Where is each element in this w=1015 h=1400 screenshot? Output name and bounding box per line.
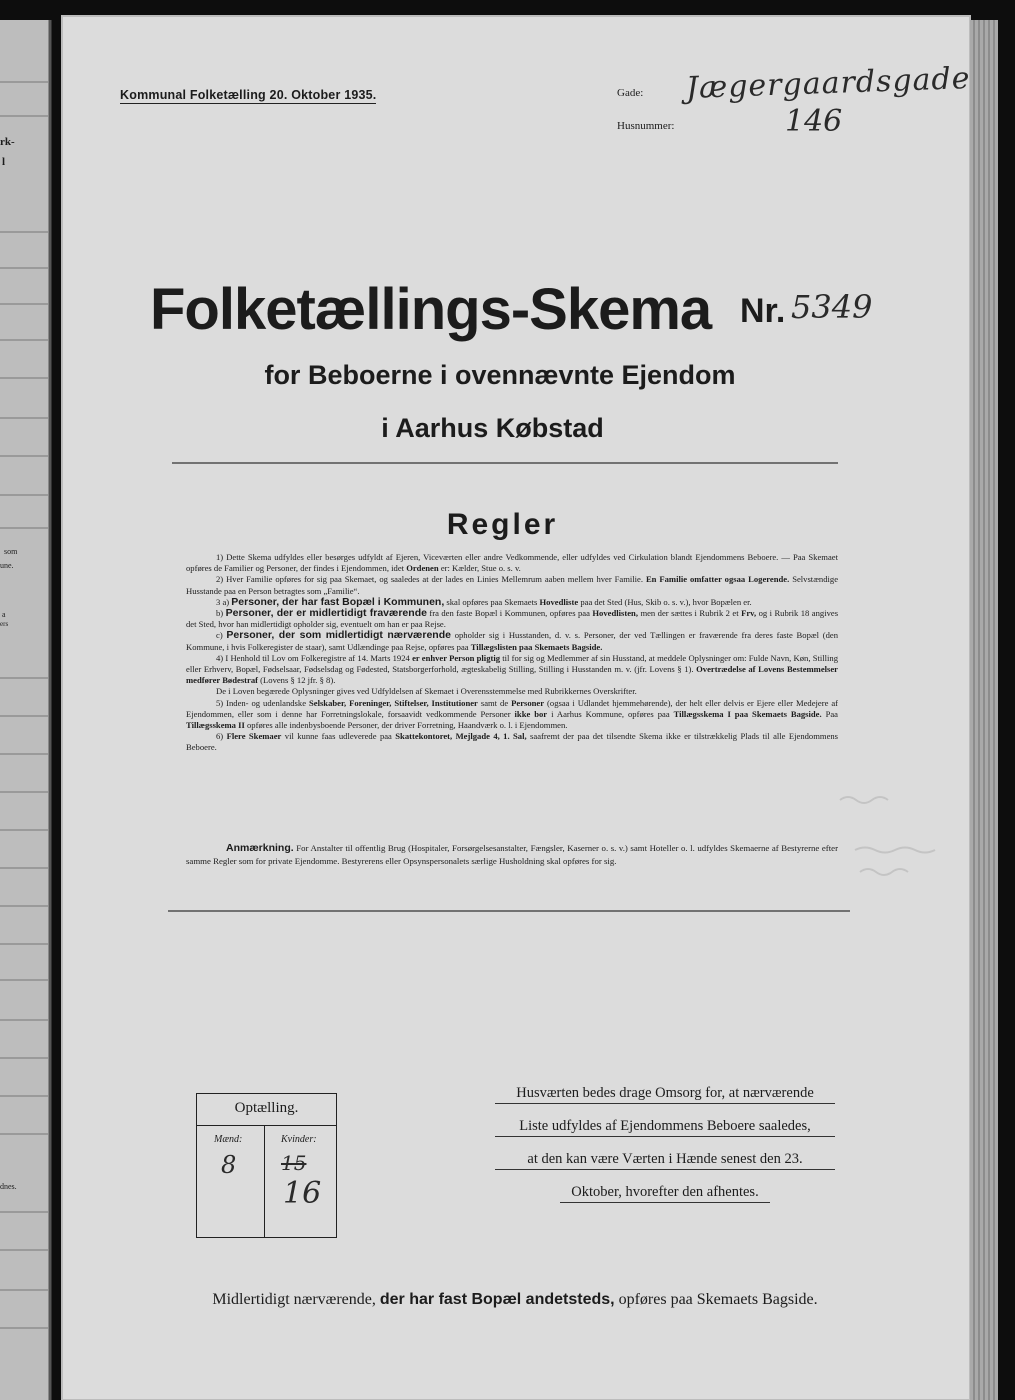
rule-3a: 3 a) Personer, der har fast Bopæl i Kommunen, skal opføres paa Skemaets Hovedliste paa det Sted (Hus, Skib o. s. v.), hvor Bopælen er.	[216, 595, 752, 608]
census-header-title: Kommunal Folketælling 20. Oktober 1935.	[120, 88, 377, 102]
husnummer-label: Husnummer:	[617, 120, 675, 132]
rule-2: 2) Hver Familie opføres for sig paa Skemaet, og saaledes at der lades en Linies Mellemrum aaben mellem hver Familie. En Familie omfatter ogsaa Logerende. Selvstændige Husstande paa en Person betragtes som „Familie“.	[186, 574, 839, 596]
form-subtitle-location: i Aarhus Købstad	[381, 413, 604, 443]
count-box	[196, 1093, 337, 1238]
rule-4: 4) I Henhold til Lov om Folkeregistre af 14. Marts 1924 er enhver Person pligtig til for sig og Medlemmer af sin Husstand, at meddele Oplysninger om: Fulde Navn, Køn, Stilling eller Erhverv, Bopæl, Fødselsaar, Fødselsdag og Fødested, Statsborgerforhold, ægteskabelig Stilling, Stilling i Husstanden m. v. (jfr. Lovens § 1). Overtrædelse af Lovens Bestemmelser medfører Bødestraf (Lovens § 12 jfr. § 8).	[186, 652, 839, 686]
rule-4-continued: De i Loven begærede Oplysninger gives ved Udfyldelsen af Skemaet i Overensstemmelse med Rubrikkernes Overskrifter.	[216, 686, 637, 697]
footer-note: Midlertidigt nærværende, der har fast Bopæl andetsteds, opføres paa Skemaets Bagside.	[212, 1291, 818, 1308]
remark-label: Anmærkning.	[226, 842, 294, 854]
rules-heading: Regler	[446, 508, 559, 541]
left-page-strip	[0, 20, 50, 1400]
instruction-line: Liste udfyldes af Ejendommens Beboere saaledes,	[495, 1118, 835, 1137]
left-fragment: rk-	[0, 136, 15, 148]
left-fragment: a	[2, 610, 6, 619]
remark-text: For Anstalter til offentlig Brug (Hospitaler, Forsørgelsesanstalter, Fængsler, Kaserner o. s. v.) samt Hoteller o. l. udfyldes Skemaerne af Bestyrerne efter samme Regler som for private Ejendomme. Bestyrerens eller Opsynspersonalets særlige Husholdning skal opføres for sig.	[186, 843, 838, 866]
rule-1: 1) Dette Skema udfyldes eller besørges udfyldt af Ejeren, Viceværten eller andre Vedkommende, eller udfyldes ved Cirkulation blandt Ejendommens Beboere. — Paa Skemaet opføres de Familier og Personer, der findes i Ejendommen, idet Ordenen er: Kælder, Stue o. s. v.	[186, 552, 838, 574]
form-subtitle: for Beboerne i ovennævnte Ejendom	[264, 360, 736, 390]
form-title: Folketællings-Skema	[150, 277, 712, 342]
form-number-label: Nr.	[740, 292, 786, 330]
husnummer-handwritten-value: 146	[785, 104, 843, 139]
left-fragment: une.	[0, 561, 14, 570]
left-fragment: dnes.	[0, 1182, 17, 1191]
landlord-instructions	[495, 1085, 835, 1217]
count-box-title: Optælling.	[234, 1100, 299, 1116]
form-number-handwritten: 5349	[791, 288, 873, 326]
rule-3b: b) Personer, der er midlertidigt fraværende fra den faste Bopæl i Kommunen, opføres paa Hovedlisten, men der sættes i Rubrik 2 et Frv, og i Rubrik 18 angives det Sted, hvor han midlertidigt opholder sig, eventuelt om han er paa Rejse.	[186, 607, 839, 630]
gade-handwritten-value: Jægergaardsgade	[685, 61, 972, 106]
rule-3c: c) Personer, der som midlertidigt nærværende opholder sig i Husstanden, d. v. s. Personer, der ved Tællingen er fraværende fra deres faste Bopæl (den Kommune, i hvis Folkeregister de staar), samt Udlændinge paa Rejse, opføres paa Tillægslisten paa Skemaets Bagside.	[186, 629, 838, 652]
women-count-handwritten: 16	[283, 1176, 322, 1211]
left-fragment: ers	[0, 620, 9, 628]
instruction-line: at den kan være Værten i Hænde senest den 23.	[495, 1151, 835, 1170]
gade-label: Gade:	[617, 87, 644, 99]
rule-5: 5) Inden- og udenlandske Selskaber, Foreninger, Stiftelser, Institutioner samt de Personer (ogsaa i Udlandet hjemmehørende), der helt eller delvis er Ejere eller Medejere af Ejendommen, eller som i denne har Forretningslokale, forsaavidt vedkommende Personer ikke bor i Aarhus Kommune, opføres paa Tillægsskema I paa Skemaets Bagside. Paa Tillægsskema II opføres alle indenbysboende Personer, der driver Forretning, Haandværk o. l. i Ejendommen.	[186, 697, 839, 731]
instruction-line: Husværten bedes drage Omsorg for, at nærværende	[495, 1085, 835, 1104]
remark-note	[186, 842, 838, 868]
rules-text	[186, 552, 838, 754]
left-fragment: som	[4, 547, 18, 556]
women-count-crossed-out: 15	[281, 1151, 307, 1175]
men-count-handwritten: 8	[221, 1151, 237, 1179]
instruction-line: Oktober, hvorefter den afhentes.	[560, 1184, 770, 1203]
rule-6: 6) Flere Skemaer vil kunne faas udleverede paa Skattekontoret, Mejlgade 4, 1. Sal, saafremt der paa det tilsendte Skema ikke er tilstrækkelig Plads til alle Ejendommens Beboere.	[186, 731, 839, 753]
men-label: Mænd:	[214, 1134, 243, 1145]
women-label: Kvinder:	[281, 1134, 317, 1145]
left-fragment: l	[2, 156, 6, 168]
